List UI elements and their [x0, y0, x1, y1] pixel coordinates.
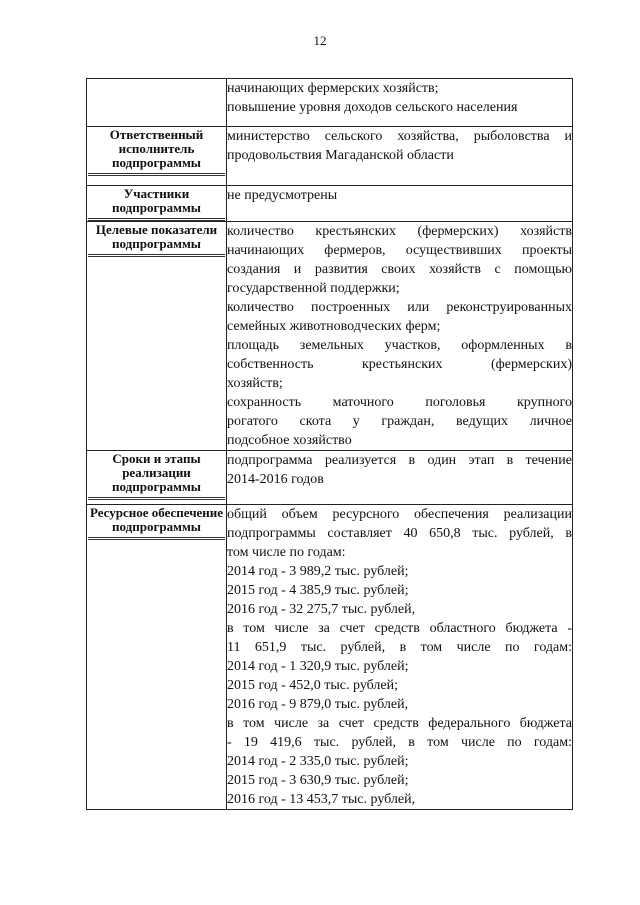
row-responsible-executor	[87, 127, 573, 186]
text-line: 2015 год - 3 630,9 тыс. рублей;	[227, 773, 409, 788]
row-label: Целевые показатели подпрограммы	[88, 223, 225, 257]
text-line: хозяйств;	[227, 376, 283, 391]
text-line: подпрограмма реализуется в один этап в течение	[227, 453, 572, 468]
value-cell	[227, 505, 573, 810]
text-line: 2016 год - 13 453,7 тыс. рублей,	[227, 792, 416, 807]
text-line: семейных животноводческих ферм;	[227, 319, 441, 334]
page-number: 12	[313, 33, 327, 48]
label-cell	[87, 79, 227, 127]
text-line: общий объем ресурсного обеспечения реализации	[227, 507, 572, 522]
text-line: в том числе за счет средств федерального бюджета	[227, 716, 572, 731]
text-line: - 19 419,6 тыс. рублей, в том числе по годам:	[227, 735, 572, 750]
value-cell	[227, 186, 573, 222]
text-line: в том числе за счет средств областного бюджета -	[227, 621, 572, 636]
value-cell	[227, 222, 573, 451]
text-line: министерство сельского хозяйства, рыболовства и	[227, 129, 572, 144]
label-cell	[87, 127, 227, 186]
row-label: Ответственный исполнитель подпрограммы	[88, 128, 225, 176]
text-line: сохранность маточного поголовья крупного	[227, 395, 572, 410]
text-line: 2014 год - 2 335,0 тыс. рублей;	[227, 754, 409, 769]
text-line: том числе по годам:	[227, 545, 346, 560]
value-cell	[227, 79, 573, 127]
value-cell	[227, 127, 573, 186]
text-line: площадь земельных участков, оформленных в	[227, 338, 572, 353]
text-line: 11 651,9 тыс. рублей, в том числе по годам:	[227, 640, 572, 655]
text-line: количество крестьянских (фермерских) хозяйств	[227, 224, 572, 239]
text-line: рогатого скота у граждан, ведущих личное	[227, 414, 572, 429]
row-participants	[87, 186, 573, 222]
text-line: подпрограммы составляет 40 650,8 тыс. рублей, в	[227, 526, 572, 541]
text-line: собственность крестьянских (фермерских)	[227, 357, 572, 372]
row-label: Участники подпрограммы	[88, 187, 225, 221]
row-continuation	[87, 79, 573, 127]
text-line: создания и развития своих хозяйств с помощью	[227, 262, 572, 277]
text-line: 2016 год - 32 275,7 тыс. рублей,	[227, 602, 416, 617]
text-line: не предусмотрены	[227, 188, 338, 203]
text-line: 2014 год - 3 989,2 тыс. рублей;	[227, 564, 409, 579]
label-cell	[87, 186, 227, 222]
row-label: Сроки и этапы реализации подпрограммы	[88, 452, 225, 500]
row-terms-stages	[87, 451, 573, 505]
text-line: продовольствия Магаданской области	[227, 148, 454, 163]
text-line: 2014-2016 годов	[227, 472, 324, 487]
row-target-indicators	[87, 222, 573, 451]
value-cell	[227, 451, 573, 505]
text-line: 2015 год - 452,0 тыс. рублей;	[227, 678, 399, 693]
label-cell	[87, 505, 227, 810]
text-line: 2016 год - 9 879,0 тыс. рублей,	[227, 697, 409, 712]
label-cell	[87, 451, 227, 505]
text-line: начинающих фермеров, осуществивших проекты	[227, 243, 572, 258]
text-line: 2014 год - 1 320,9 тыс. рублей;	[227, 659, 409, 674]
text-line: начинающих фермерских хозяйств;	[227, 81, 439, 96]
text-line: количество построенных или реконструированных	[227, 300, 572, 315]
label-cell	[87, 222, 227, 451]
row-resource-provision	[87, 505, 573, 810]
subprogram-passport-table	[86, 78, 573, 810]
text-line: 2015 год - 4 385,9 тыс. рублей;	[227, 583, 409, 598]
row-label: Ресурсное обеспечение подпрограммы	[88, 506, 225, 540]
text-line: государственной поддержки;	[227, 281, 400, 296]
text-line: повышение уровня доходов сельского населения	[227, 100, 518, 115]
text-line: подсобное хозяйство	[227, 433, 352, 448]
